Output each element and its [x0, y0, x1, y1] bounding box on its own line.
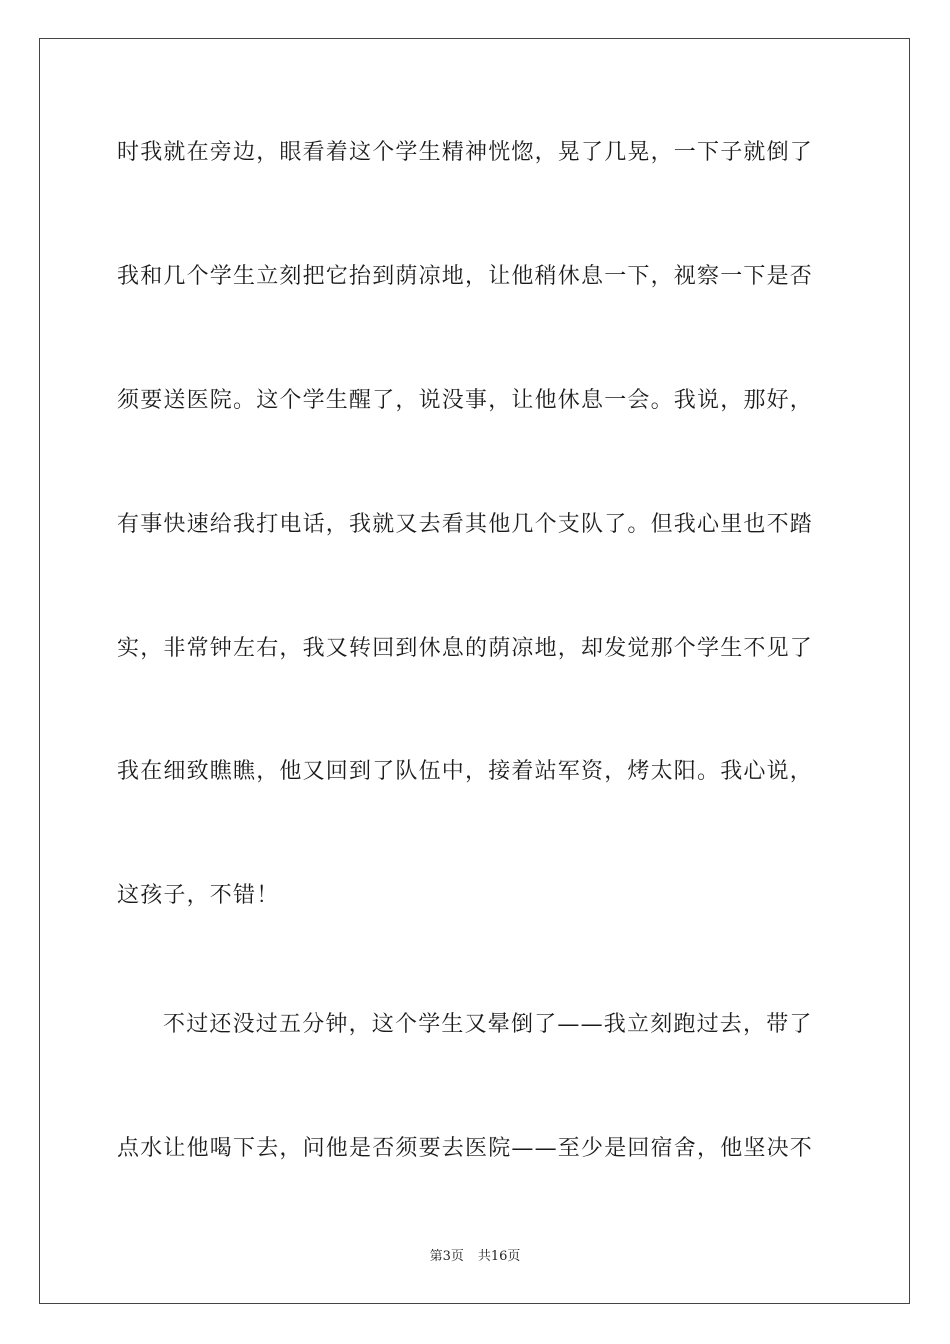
text-line: 这孩子，不错！: [117, 883, 280, 908]
text-line: 点水让他喝下去，问他是否须要去医院——至少是回宿舍，他坚决不: [117, 1136, 814, 1161]
page-border: [39, 38, 910, 1304]
page-footer: [0, 1248, 950, 1266]
text-line: 时我就在旁边，眼看着这个学生精神恍惚，晃了几晃，一下子就倒了: [117, 140, 814, 165]
text-line: 我和几个学生立刻把它抬到荫凉地，让他稍休息一下，视察一下是否: [117, 264, 814, 289]
text-line: 须要送医院。这个学生醒了，说没事，让他休息一会。我说，那好，: [117, 388, 814, 413]
text-line: 实，非常钟左右，我又转回到休息的荫凉地，却发觉那个学生不见了: [117, 636, 814, 661]
text-line: 我在细致瞧瞧，他又回到了队伍中，接着站军资，烤太阳。我心说，: [117, 759, 814, 784]
text-line: 有事快速给我打电话，我就又去看其他几个支队了。但我心里也不踏: [117, 512, 814, 537]
page-total: 共16页: [477, 1249, 521, 1264]
page-number: 第3页: [429, 1249, 464, 1264]
paragraph-first-line: 不过还没过五分钟，这个学生又晕倒了——我立刻跑过去，带了: [163, 1012, 813, 1037]
